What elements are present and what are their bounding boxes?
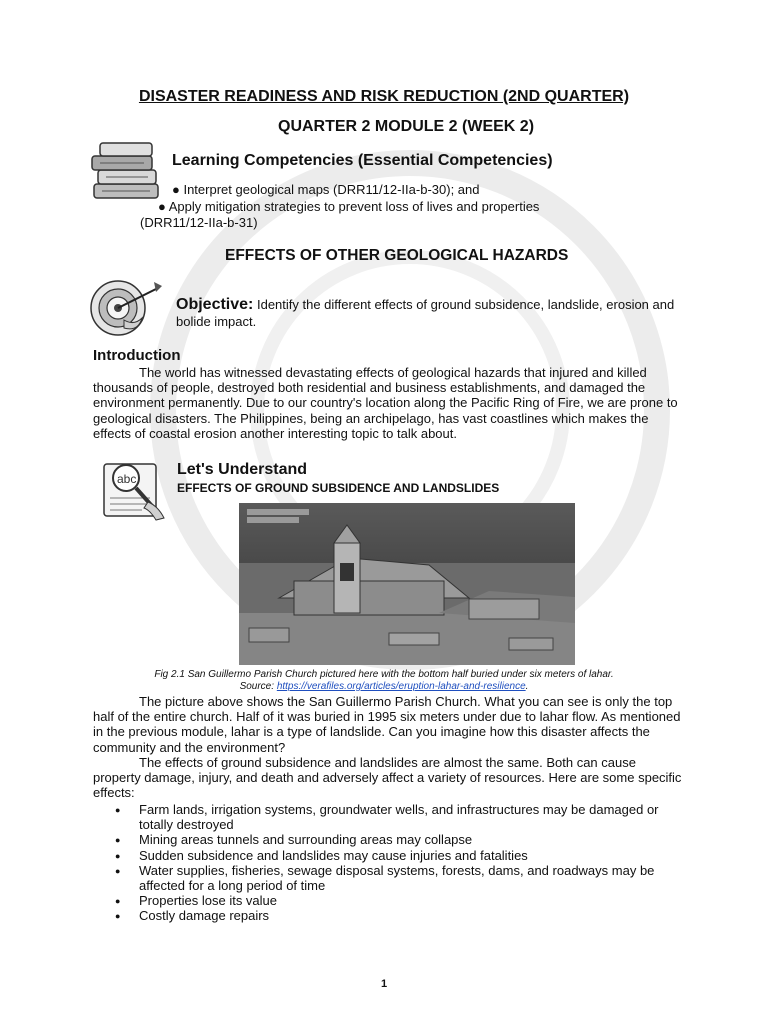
lets-understand-subheading: EFFECTS OF GROUND SUBSIDENCE AND LANDSLIDES <box>177 481 500 495</box>
figure-source <box>0 681 768 693</box>
lets-understand-heading: Let's Understand <box>177 461 308 478</box>
body-paragraph-2: The effects of ground subsidence and landslides are almost the same. Both can cause property damage, injury, and death and adversely affect a variety of resources. Here are some specific effects: <box>93 754 682 801</box>
figure-caption-text: Fig 2.1 San Guillermo Parish Church pictured here with the bottom half buried under six meters of lahar. <box>154 669 614 680</box>
body-paragraph-1: The picture above shows the San Guillermo Parish Church. What you can see is only the top half of the entire church. Half of it was buried in 1995 six meters under due to lahar flow. As mentioned in the previous module, lahar is a type of landslide. Can you imagine how this disaster affects the community and the environment? <box>93 694 681 755</box>
module-title: QUARTER 2 MODULE 2 (WEEK 2) <box>278 118 535 135</box>
list-item: ● Properties lose its value <box>115 893 675 908</box>
target-icon <box>84 276 164 342</box>
competencies-heading: Learning Competencies (Essential Competencies) <box>172 152 553 169</box>
document-title: DISASTER READINESS AND RISK REDUCTION (2ND QUARTER) <box>138 88 630 105</box>
objective-label: Objective: <box>176 296 254 313</box>
source-label: Source: <box>239 681 277 692</box>
figure-caption <box>0 669 768 693</box>
competency-item: ● Apply mitigation strategies to prevent loss of lives and properties <box>158 199 540 214</box>
page-number: 1 <box>380 978 388 990</box>
introduction-body <box>93 365 685 441</box>
list-item: ● Water supplies, fisheries, sewage disposal systems, forests, dams, and roadways may be affected for a long period of time <box>115 863 675 893</box>
source-link[interactable]: https://verafiles.org/articles/eruption-lahar-and-resilience <box>276 681 526 692</box>
objective-text: Identify the different effects of ground subsidence, landslide, erosion and bolide impact. <box>176 297 675 329</box>
competency-item: ● Interpret geological maps (DRR11/12-IIa-b-30); and <box>172 182 480 197</box>
introduction-paragraph: The world has witnessed devastating effects of geological hazards that injured and killed thousands of people, destroyed both residential and business establishments, and damaged the environment permanently. Due to our country's location along the Pacific Ring of Fire, we are prone to geological disasters. The Philippines, being an archipelago, has vast coastlines which makes the effects of coastal erosion another interesting topic to talk about. <box>93 365 678 441</box>
svg-text:abc: abc <box>117 472 137 486</box>
body-text <box>93 694 685 800</box>
books-icon <box>88 138 168 208</box>
church-photo <box>239 503 575 665</box>
list-item: ● Sudden subsidence and landslides may cause injuries and fatalities <box>115 848 675 863</box>
introduction-heading: Introduction <box>93 347 181 364</box>
source-end: . <box>525 681 529 692</box>
list-item: ● Mining areas tunnels and surrounding areas may collapse <box>115 832 675 847</box>
section-title: EFFECTS OF OTHER GEOLOGICAL HAZARDS <box>225 247 569 264</box>
list-item: ● Farm lands, irrigation systems, groundwater wells, and infrastructures may be damaged or totally destroyed <box>115 802 675 832</box>
list-item: ● Costly damage repairs <box>115 908 675 923</box>
effects-list <box>115 802 675 924</box>
objective <box>176 296 696 330</box>
competency-item-continued: (DRR11/12-IIa-b-31) <box>140 215 258 230</box>
magnifier-document-icon <box>98 456 172 522</box>
